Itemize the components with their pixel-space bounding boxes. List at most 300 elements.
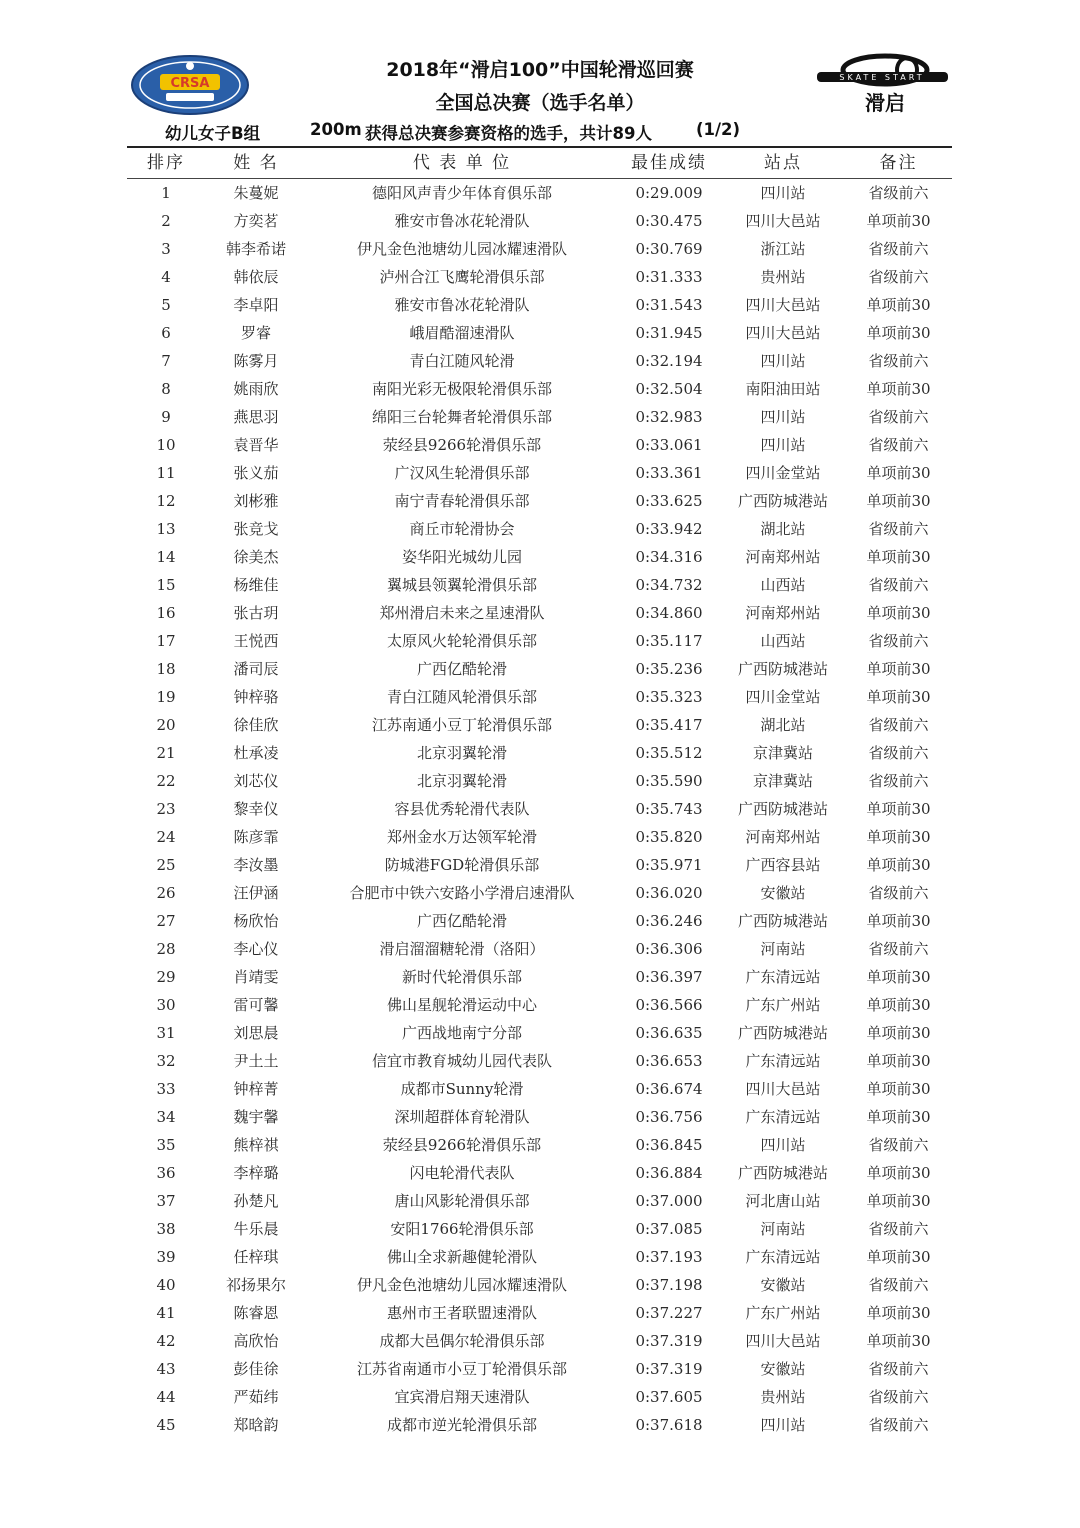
remark-cell: 单项前30	[866, 212, 931, 230]
table-row	[127, 1271, 952, 1299]
station-cell: 四川大邑站	[745, 296, 821, 314]
best-time-cell: 0:35.743	[635, 800, 703, 818]
best-time-cell: 0:37.193	[635, 1248, 703, 1266]
station-cell: 湖北站	[760, 520, 806, 538]
rank-cell: 11	[156, 464, 176, 482]
rank-cell: 36	[156, 1164, 176, 1182]
station-cell: 广东清远站	[745, 1108, 821, 1126]
table-row	[127, 1215, 952, 1243]
table-row	[127, 1075, 952, 1103]
station-cell: 四川大邑站	[745, 212, 821, 230]
athlete-name-cell: 朱蔓妮	[233, 184, 279, 202]
best-time-cell: 0:32.194	[635, 352, 703, 370]
club-cell: 滑启溜溜糖轮滑（洛阳）	[379, 940, 545, 958]
best-time-cell: 0:37.227	[635, 1304, 703, 1322]
table-top-rule	[127, 146, 952, 148]
best-time-cell: 0:36.635	[635, 1024, 703, 1042]
remark-cell: 省级前六	[868, 1220, 929, 1238]
athlete-name-cell: 姚雨欣	[233, 380, 279, 398]
athlete-name-cell: 彭佳徐	[233, 1360, 279, 1378]
rank-cell: 42	[156, 1332, 176, 1350]
remark-cell: 单项前30	[866, 1080, 931, 1098]
best-time-cell: 0:36.884	[635, 1164, 703, 1182]
best-time-cell: 0:35.323	[635, 688, 703, 706]
athlete-name-cell: 韩李希诺	[225, 240, 286, 258]
best-time-cell: 0:35.512	[635, 744, 703, 762]
remark-cell: 省级前六	[868, 184, 929, 202]
athlete-name-cell: 钟梓骆	[233, 688, 279, 706]
club-cell: 伊凡金色池塘幼儿园冰耀速滑队	[356, 240, 567, 258]
club-cell: 惠州市王者联盟速滑队	[386, 1304, 537, 1322]
athlete-name-cell: 钟梓菁	[233, 1080, 279, 1098]
remark-cell: 单项前30	[866, 1108, 931, 1126]
table-row	[127, 1103, 952, 1131]
remark-cell: 单项前30	[866, 912, 931, 930]
rank-cell: 45	[156, 1416, 176, 1434]
rank-cell: 40	[156, 1276, 176, 1294]
remark-cell: 单项前30	[866, 464, 931, 482]
station-cell: 广西防城港站	[737, 660, 828, 678]
remark-cell: 单项前30	[866, 1304, 931, 1322]
club-cell: 佛山全求新趣健轮滑队	[386, 1248, 537, 1266]
best-time-cell: 0:36.566	[635, 996, 703, 1014]
remark-cell: 省级前六	[868, 632, 929, 650]
athlete-name-cell: 刘芯仪	[233, 772, 279, 790]
remark-cell: 省级前六	[868, 744, 929, 762]
best-time-cell: 0:33.942	[635, 520, 703, 538]
club-cell: 合肥市中铁六安路小学滑启速滑队	[349, 884, 575, 902]
rank-cell: 2	[161, 212, 171, 230]
rank-cell: 1	[161, 184, 171, 202]
athlete-name-cell: 罗睿	[240, 324, 271, 342]
best-time-cell: 0:35.117	[635, 632, 703, 650]
club-cell: 翼城县领翼轮滑俱乐部	[386, 576, 537, 594]
best-time-cell: 0:36.653	[635, 1052, 703, 1070]
athlete-name-cell: 郑晗韵	[233, 1416, 279, 1434]
athlete-name-cell: 杜承凌	[233, 744, 279, 762]
athlete-name-cell: 袁晋华	[233, 436, 279, 454]
athlete-table-body	[127, 179, 952, 1439]
club-cell: 德阳风声青少年体育俱乐部	[371, 184, 552, 202]
club-cell: 新时代轮滑俱乐部	[401, 968, 522, 986]
station-cell: 广东广州站	[745, 996, 821, 1014]
athlete-name-cell: 杨欣怡	[233, 912, 279, 930]
best-time-cell: 0:36.674	[635, 1080, 703, 1098]
table-row	[127, 1131, 952, 1159]
table-row	[127, 515, 952, 543]
rank-cell: 27	[156, 912, 176, 930]
table-row	[127, 1383, 952, 1411]
remark-cell: 单项前30	[866, 856, 931, 874]
station-cell: 山西站	[760, 576, 806, 594]
club-cell: 郑州金水万达领军轮滑	[386, 828, 537, 846]
page-title: 2018年“滑启100”中国轮滑巡回赛	[386, 59, 694, 81]
rank-cell: 21	[156, 744, 176, 762]
club-cell: 北京羽翼轮滑	[416, 744, 507, 762]
station-cell: 广东清远站	[745, 1248, 821, 1266]
club-cell: 广汉风生轮滑俱乐部	[394, 464, 530, 482]
club-cell: 雅安市鲁冰花轮滑队	[394, 296, 530, 314]
club-cell: 宜宾滑启翔天速滑队	[394, 1388, 530, 1406]
table-row	[127, 207, 952, 235]
rank-cell: 23	[156, 800, 176, 818]
station-cell: 广东广州站	[745, 1304, 821, 1322]
club-cell: 青白江随风轮滑俱乐部	[386, 688, 537, 706]
athlete-name-cell: 杨维佳	[233, 576, 279, 594]
table-row	[127, 179, 952, 207]
table-row	[127, 991, 952, 1019]
remark-cell: 单项前30	[866, 660, 931, 678]
table-row	[127, 1019, 952, 1047]
remark-cell: 省级前六	[868, 1388, 929, 1406]
rank-cell: 17	[156, 632, 176, 650]
athlete-name-cell: 尹土土	[233, 1052, 279, 1070]
club-cell: 绵阳三台轮舞者轮滑俱乐部	[371, 408, 552, 426]
club-cell: 广西亿酷轮滑	[416, 660, 507, 678]
remark-cell: 省级前六	[868, 1360, 929, 1378]
table-row	[127, 319, 952, 347]
station-cell: 广西防城港站	[737, 800, 828, 818]
best-time-cell: 0:36.306	[635, 940, 703, 958]
best-time-cell: 0:36.020	[635, 884, 703, 902]
best-time-cell: 0:33.625	[635, 492, 703, 510]
club-cell: 容县优秀轮滑代表队	[394, 800, 530, 818]
athlete-name-cell: 李梓璐	[233, 1164, 279, 1182]
remark-cell: 省级前六	[868, 408, 929, 426]
rank-cell: 10	[156, 436, 176, 454]
remark-cell: 单项前30	[866, 1052, 931, 1070]
table-row	[127, 291, 952, 319]
club-cell: 江苏省南通市小豆丁轮滑俱乐部	[356, 1360, 567, 1378]
table-row	[127, 403, 952, 431]
station-cell: 四川金堂站	[745, 464, 821, 482]
athlete-name-cell: 李卓阳	[233, 296, 279, 314]
remark-cell: 省级前六	[868, 352, 929, 370]
table-row	[127, 1299, 952, 1327]
best-time-cell: 0:35.971	[635, 856, 703, 874]
table-row	[127, 711, 952, 739]
remark-cell: 省级前六	[868, 1136, 929, 1154]
club-cell: 成都市Sunny轮滑	[400, 1080, 524, 1098]
club-cell: 姿华阳光城幼儿园	[401, 548, 522, 566]
rank-cell: 43	[156, 1360, 176, 1378]
table-row	[127, 235, 952, 263]
remark-cell: 省级前六	[868, 240, 929, 258]
best-time-cell: 0:37.319	[635, 1360, 703, 1378]
table-row	[127, 543, 952, 571]
rank-cell: 22	[156, 772, 176, 790]
best-time-cell: 0:31.945	[635, 324, 703, 342]
athlete-name-cell: 徐佳欣	[233, 716, 279, 734]
table-row	[127, 1159, 952, 1187]
club-cell: 佛山星舰轮滑运动中心	[386, 996, 537, 1014]
table-row	[127, 263, 952, 291]
station-cell: 河南郑州站	[745, 604, 821, 622]
club-cell: 江苏南通小豆丁轮滑俱乐部	[371, 716, 552, 734]
club-cell: 防城港FGD轮滑俱乐部	[384, 856, 540, 874]
page-subtitle: 全国总决赛（选手名单）	[435, 92, 645, 114]
rank-cell: 28	[156, 940, 176, 958]
table-row	[127, 851, 952, 879]
remark-cell: 单项前30	[866, 492, 931, 510]
table-row	[127, 347, 952, 375]
rank-cell: 44	[156, 1388, 176, 1406]
athlete-name-cell: 徐美杰	[233, 548, 279, 566]
best-time-cell: 0:34.316	[635, 548, 703, 566]
club-cell: 成都大邑偶尔轮滑俱乐部	[379, 1332, 545, 1350]
athlete-name-cell: 张古玥	[233, 604, 279, 622]
logo-right-brand: SKATE START	[839, 73, 925, 82]
column-header-station: 站点	[764, 153, 802, 173]
rank-cell: 34	[156, 1108, 176, 1126]
athlete-name-cell: 任梓琪	[233, 1248, 279, 1266]
best-time-cell: 0:36.397	[635, 968, 703, 986]
table-row	[127, 1411, 952, 1439]
table-row	[127, 767, 952, 795]
club-cell: 闪电轮滑代表队	[409, 1164, 515, 1182]
athlete-name-cell: 肖靖雯	[233, 968, 279, 986]
club-cell: 峨眉酷溜速滑队	[409, 324, 515, 342]
remark-cell: 单项前30	[866, 800, 931, 818]
rank-cell: 4	[161, 268, 171, 286]
club-cell: 南阳光彩无极限轮滑俱乐部	[371, 380, 552, 398]
club-cell: 南宁青春轮滑俱乐部	[394, 492, 530, 510]
athlete-name-cell: 张义茄	[233, 464, 279, 482]
rank-cell: 26	[156, 884, 176, 902]
station-cell: 广西防城港站	[737, 1164, 828, 1182]
rank-cell: 30	[156, 996, 176, 1014]
station-cell: 四川站	[760, 352, 806, 370]
table-row	[127, 431, 952, 459]
best-time-cell: 0:30.475	[635, 212, 703, 230]
sponsor-logo	[815, 50, 950, 116]
rank-cell: 35	[156, 1136, 176, 1154]
best-time-cell: 0:35.820	[635, 828, 703, 846]
remark-cell: 单项前30	[866, 324, 931, 342]
best-time-cell: 0:33.061	[635, 436, 703, 454]
best-time-cell: 0:36.246	[635, 912, 703, 930]
remark-cell: 单项前30	[866, 688, 931, 706]
column-header-name: 姓 名	[233, 153, 279, 173]
club-cell: 泸州合江飞鹰轮滑俱乐部	[379, 268, 545, 286]
best-time-cell: 0:36.845	[635, 1136, 703, 1154]
remark-cell: 省级前六	[868, 940, 929, 958]
table-row	[127, 571, 952, 599]
station-cell: 河南站	[760, 940, 806, 958]
athlete-name-cell: 李心仪	[233, 940, 279, 958]
station-cell: 广西容县站	[745, 856, 821, 874]
rank-cell: 24	[156, 828, 176, 846]
column-header-best-time: 最佳成绩	[631, 153, 707, 173]
remark-cell: 单项前30	[866, 380, 931, 398]
athlete-name-cell: 燕思羽	[233, 408, 279, 426]
table-row	[127, 599, 952, 627]
club-cell: 荥经县9266轮滑俱乐部	[382, 436, 542, 454]
rank-cell: 32	[156, 1052, 176, 1070]
rank-cell: 39	[156, 1248, 176, 1266]
station-cell: 四川大邑站	[745, 1080, 821, 1098]
club-cell: 安阳1766轮滑俱乐部	[390, 1220, 534, 1238]
table-row	[127, 655, 952, 683]
best-time-cell: 0:31.333	[635, 268, 703, 286]
best-time-cell: 0:33.361	[635, 464, 703, 482]
best-time-cell: 0:32.504	[635, 380, 703, 398]
table-row	[127, 627, 952, 655]
best-time-cell: 0:29.009	[635, 184, 703, 202]
rank-cell: 14	[156, 548, 176, 566]
table-row	[127, 907, 952, 935]
station-cell: 河北唐山站	[745, 1192, 821, 1210]
club-cell: 成都市逆光轮滑俱乐部	[386, 1416, 537, 1434]
remark-cell: 单项前30	[866, 1024, 931, 1042]
athlete-name-cell: 黎幸仪	[233, 800, 279, 818]
remark-cell: 单项前30	[866, 968, 931, 986]
station-cell: 河南郑州站	[745, 828, 821, 846]
club-cell: 荥经县9266轮滑俱乐部	[382, 1136, 542, 1154]
remark-cell: 省级前六	[868, 268, 929, 286]
column-header-club: 代 表 单 位	[412, 153, 512, 173]
best-time-cell: 0:32.983	[635, 408, 703, 426]
best-time-cell: 0:34.732	[635, 576, 703, 594]
best-time-cell: 0:30.769	[635, 240, 703, 258]
station-cell: 四川大邑站	[745, 1332, 821, 1350]
station-cell: 广东清远站	[745, 968, 821, 986]
rank-cell: 7	[161, 352, 171, 370]
club-cell: 雅安市鲁冰花轮滑队	[394, 212, 530, 230]
athlete-name-cell: 韩依辰	[233, 268, 279, 286]
rank-cell: 3	[161, 240, 171, 258]
table-row	[127, 1187, 952, 1215]
station-cell: 四川站	[760, 1136, 806, 1154]
remark-cell: 单项前30	[866, 1192, 931, 1210]
athlete-name-cell: 刘彬雅	[233, 492, 279, 510]
station-cell: 南阳油田站	[745, 380, 821, 398]
best-time-cell: 0:35.236	[635, 660, 703, 678]
station-cell: 贵州站	[760, 268, 806, 286]
station-cell: 四川大邑站	[745, 324, 821, 342]
rank-cell: 19	[156, 688, 176, 706]
club-cell: 商丘市轮滑协会	[409, 520, 515, 538]
table-row	[127, 1355, 952, 1383]
club-cell: 广西亿酷轮滑	[416, 912, 507, 930]
logo-right-text: 滑启	[865, 91, 905, 115]
athlete-name-cell: 王悦西	[233, 632, 279, 650]
rank-cell: 15	[156, 576, 176, 594]
best-time-cell: 0:37.000	[635, 1192, 703, 1210]
table-row	[127, 1047, 952, 1075]
rank-cell: 6	[161, 324, 171, 342]
athlete-name-cell: 熊梓祺	[233, 1136, 279, 1154]
rank-cell: 12	[156, 492, 176, 510]
rank-cell: 5	[161, 296, 171, 314]
remark-cell: 省级前六	[868, 576, 929, 594]
table-row	[127, 1327, 952, 1355]
rank-cell: 41	[156, 1304, 176, 1322]
logo-left-text: CRSA	[170, 76, 210, 91]
rank-cell: 20	[156, 716, 176, 734]
table-row	[127, 375, 952, 403]
rank-cell: 38	[156, 1220, 176, 1238]
athlete-name-cell: 祁扬果尔	[225, 1276, 286, 1294]
remark-cell: 省级前六	[868, 1416, 929, 1434]
best-time-cell: 0:35.417	[635, 716, 703, 734]
station-cell: 四川站	[760, 1416, 806, 1434]
athlete-name-cell: 雷可馨	[233, 996, 279, 1014]
club-cell: 青白江随风轮滑	[409, 352, 515, 370]
athlete-name-cell: 刘思晨	[233, 1024, 279, 1042]
club-cell: 伊凡金色池塘幼儿园冰耀速滑队	[356, 1276, 567, 1294]
remark-cell: 单项前30	[866, 296, 931, 314]
best-time-cell: 0:36.756	[635, 1108, 703, 1126]
rank-cell: 37	[156, 1192, 176, 1210]
station-cell: 广东清远站	[745, 1052, 821, 1070]
rank-cell: 8	[161, 380, 171, 398]
athlete-name-cell: 陈彦霏	[233, 828, 279, 846]
athlete-name-cell: 魏宇馨	[233, 1108, 279, 1126]
club-cell: 太原风火轮轮滑俱乐部	[386, 632, 537, 650]
best-time-cell: 0:37.198	[635, 1276, 703, 1294]
remark-cell: 省级前六	[868, 716, 929, 734]
rank-cell: 18	[156, 660, 176, 678]
athlete-name-cell: 高欣怡	[233, 1332, 279, 1350]
athlete-name-cell: 孙楚凡	[233, 1192, 279, 1210]
rank-cell: 9	[161, 408, 171, 426]
remark-cell: 省级前六	[868, 1276, 929, 1294]
table-row	[127, 739, 952, 767]
remark-cell: 单项前30	[866, 1332, 931, 1350]
best-time-cell: 0:37.618	[635, 1416, 703, 1434]
table-row	[127, 795, 952, 823]
athlete-name-cell: 陈睿恩	[233, 1304, 279, 1322]
rank-cell: 31	[156, 1024, 176, 1042]
remark-cell: 省级前六	[868, 884, 929, 902]
page-indicator: (1/2)	[696, 120, 741, 139]
station-cell: 贵州站	[760, 1388, 806, 1406]
club-cell: 唐山风影轮滑俱乐部	[394, 1192, 530, 1210]
remark-cell: 省级前六	[868, 772, 929, 790]
athlete-name-cell: 李汝墨	[233, 856, 279, 874]
station-cell: 广西防城港站	[737, 492, 828, 510]
best-time-cell: 0:37.605	[635, 1388, 703, 1406]
club-cell: 广西战地南宁分部	[401, 1024, 522, 1042]
table-row	[127, 879, 952, 907]
column-header-remark: 备注	[879, 153, 918, 173]
rank-cell: 13	[156, 520, 176, 538]
table-row	[127, 459, 952, 487]
club-cell: 深圳超群体育轮滑队	[394, 1108, 530, 1126]
station-cell: 四川站	[760, 184, 806, 202]
best-time-cell: 0:35.590	[635, 772, 703, 790]
remark-cell: 单项前30	[866, 548, 931, 566]
station-cell: 京津冀站	[752, 772, 813, 790]
remark-cell: 省级前六	[868, 436, 929, 454]
qualification-description: 获得总决赛参赛资格的选手，共计89人	[365, 124, 652, 143]
station-cell: 河南站	[760, 1220, 806, 1238]
rank-cell: 33	[156, 1080, 176, 1098]
rank-cell: 29	[156, 968, 176, 986]
club-cell: 信宜市教育城幼儿园代表队	[371, 1052, 552, 1070]
station-cell: 浙江站	[760, 240, 806, 258]
station-cell: 安徽站	[760, 884, 806, 902]
best-time-cell: 0:31.543	[635, 296, 703, 314]
rank-cell: 16	[156, 604, 176, 622]
table-row	[127, 823, 952, 851]
athlete-name-cell: 张竞戈	[233, 520, 279, 538]
athlete-name-cell: 方奕茗	[233, 212, 279, 230]
athlete-name-cell: 严茹纬	[233, 1388, 279, 1406]
table-row	[127, 487, 952, 515]
table-row	[127, 935, 952, 963]
